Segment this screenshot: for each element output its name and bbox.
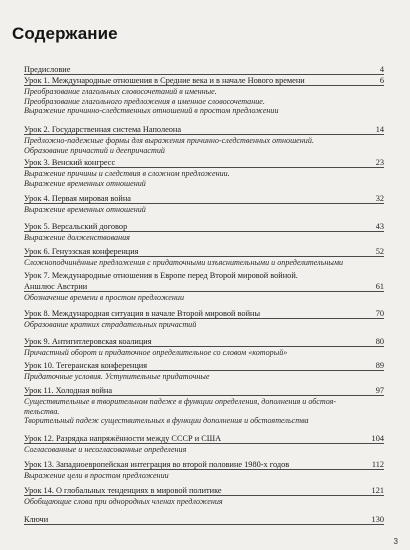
- toc-entry-rule: [24, 469, 384, 470]
- toc-entry-page: 80: [375, 337, 384, 346]
- toc-entry-topic: Придаточные условия. Уступительные придаточные: [24, 372, 210, 381]
- toc-entry-rule: [24, 524, 384, 525]
- toc-entry-topic: Обозначение времени в простом предложении: [24, 293, 185, 302]
- toc-entry-page: 4: [379, 65, 384, 74]
- toc-entry-rule: [24, 231, 384, 232]
- toc-entry-topic: Выражение цели в простом предложении: [24, 471, 169, 480]
- toc-entry-topic: Преобразование глагольного предложения в именное словосочетание.: [24, 96, 265, 106]
- toc-entry-topic: тельства.: [24, 406, 60, 416]
- toc-entry-title-text: Урок 4. Первая мировая война: [24, 194, 131, 203]
- toc-entry-title-text: Урок 8. Международная ситуация в начале Второй мировой войны: [24, 309, 261, 318]
- toc-entry-page: 97: [375, 386, 384, 395]
- toc-entry-page: 89: [375, 361, 384, 370]
- toc-entry-rule: [24, 346, 384, 347]
- toc-entry-title-text: Урок 6. Генуэзская конференция: [24, 247, 139, 256]
- toc-entry-topic: Сложноподчинённые предложения с придаточными изъяснительными и определительными: [24, 258, 344, 267]
- toc-entry-page: 70: [375, 309, 384, 318]
- toc-entry-topic: Выражение временных отношений: [24, 205, 146, 214]
- toc-entry-topic: Творительный падеж существительных в функции дополнения и обстоятельства: [24, 416, 309, 426]
- toc-entry-title-text: Предисловие: [24, 65, 71, 74]
- toc-entry-title: [24, 270, 384, 281]
- toc-entry-rule: [24, 370, 384, 371]
- toc-entry-title-text: Урок 10. Тегеранская конференция: [24, 361, 148, 370]
- page-title: Содержание: [12, 24, 118, 43]
- toc-entry-page: 14: [375, 125, 384, 134]
- toc-entry-title-continued: Аншлюс Австрии: [24, 282, 88, 291]
- toc-entry-page: 112: [371, 460, 384, 469]
- toc-entry-title-text: Ключи: [24, 515, 49, 524]
- toc-entry-rule: [24, 395, 384, 396]
- toc-entry-topic: Выражение временных отношений: [24, 178, 146, 188]
- toc-entry-rule: [24, 85, 384, 86]
- toc-entry-title-text: Урок 2. Государственная система Наполеона: [24, 125, 182, 134]
- toc-entry-title-text: Урок 12. Разрядка напряжённости между СССР и США: [24, 434, 222, 443]
- toc-entry-title-text: Урок 1. Международные отношения в Средние века и в начале Нового времени: [24, 76, 305, 85]
- page-number: 3: [393, 537, 398, 546]
- toc-entry-topic: Выражение долженствования: [24, 233, 130, 242]
- toc-entry-topic: Существительные в творительном падеже в функции определения, дополнения и обстоя-: [24, 397, 337, 406]
- toc-entry-topic: Выражение причины и следствия в сложном предложении.: [24, 169, 230, 178]
- toc-entry-rule: [24, 318, 384, 319]
- toc-entry-rule: [24, 495, 384, 496]
- toc-entry-topic: Предложно-падежные формы для выражения причинно-следственных отношений.: [24, 136, 314, 145]
- toc-entry-title-text: Урок 11. Холодная война: [24, 386, 113, 395]
- toc-entry-page: 32: [375, 194, 384, 203]
- toc-entry-rule: [24, 291, 384, 292]
- toc-entry-topic: Согласованные и несогласованные определения: [24, 445, 187, 454]
- toc-entry-topic: Образование причастий и деепричастий: [24, 145, 165, 155]
- toc-entry-title-text: Урок 7. Международные отношения в Европе перед Второй мировой войной.: [24, 271, 298, 280]
- toc-entry-topic: Выражение причинно-следственных отношений в простом предложении: [24, 106, 279, 116]
- toc-entry-page: 52: [375, 247, 384, 256]
- toc-entry-page: 23: [375, 158, 384, 167]
- toc-entry-topic: Преобразование глагольных словосочетаний в именные.: [24, 87, 217, 96]
- toc-entry-rule: [24, 167, 384, 168]
- toc-entry-page: 61: [375, 282, 384, 291]
- toc-entry-topic: Образование кратких страдательных причастий: [24, 320, 197, 329]
- toc-entry-rule: [24, 256, 384, 257]
- toc-entry-title-text: Урок 9. Антигитлеровская коалиция: [24, 337, 152, 346]
- toc-entry-title-text: Урок 3. Венский конгресс: [24, 158, 116, 167]
- toc-entry-page: 130: [371, 515, 384, 524]
- toc-entry-title-text: Урок 13. Западноевропейская интеграция во второй половине 1980-х годов: [24, 460, 290, 469]
- toc-entry-rule: [24, 134, 384, 135]
- toc-entry-title-text: Урок 5. Версальский договор: [24, 222, 128, 231]
- toc-entry-rule: [24, 443, 384, 444]
- toc-entry-page: 6: [379, 76, 384, 85]
- toc-entry-title-text: Урок 14. О глобальных тенденциях в мировой политике: [24, 486, 222, 495]
- toc-entry-topic: Причастный оборот и придаточное определительное со словом «который»: [24, 348, 288, 357]
- toc-entry-page: 121: [371, 486, 384, 495]
- toc-entry-page: 43: [375, 222, 384, 231]
- toc-entry-page: 104: [371, 434, 384, 443]
- toc-entry-rule: [24, 203, 384, 204]
- toc-entry-topic: Обобщающие слова при однородных членах предложения: [24, 497, 223, 506]
